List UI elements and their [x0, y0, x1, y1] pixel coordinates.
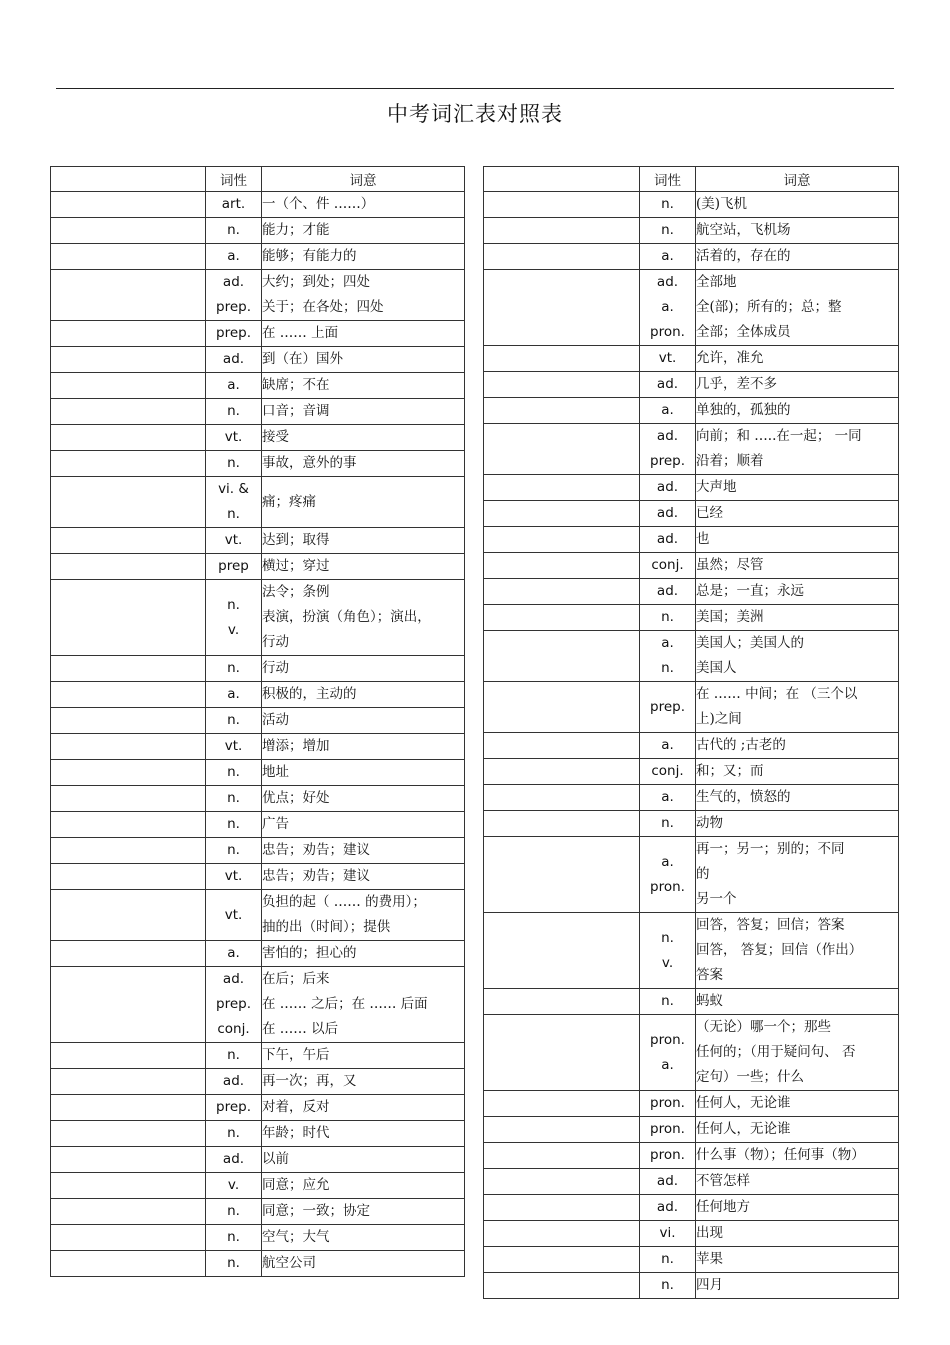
- word-cell: [51, 890, 206, 941]
- table-row: [51, 708, 465, 734]
- meaning-cell: 积极的，主动的: [262, 682, 465, 708]
- pos-cell: a.: [640, 244, 696, 270]
- pos-cell: conj.: [640, 553, 696, 579]
- pos-cell: n.: [640, 605, 696, 631]
- table-row: [484, 527, 899, 553]
- meaning-cell: 和；又；而: [696, 759, 899, 785]
- pos-cell: vt.: [206, 425, 262, 451]
- meaning-cell: 广告: [262, 812, 465, 838]
- meaning-column-header: 词意: [696, 167, 899, 192]
- word-cell: [51, 1173, 206, 1199]
- pos-cell: vt.: [206, 864, 262, 890]
- meaning-cell: 年龄；时代: [262, 1121, 465, 1147]
- meaning-cell: 活着的，存在的: [696, 244, 899, 270]
- meaning-cell: 古代的 ;古老的: [696, 733, 899, 759]
- pos-cell: conj.: [640, 759, 696, 785]
- word-cell: [484, 398, 640, 424]
- pos-cell: n.: [206, 399, 262, 425]
- word-cell: [484, 192, 640, 218]
- word-cell: [51, 477, 206, 528]
- pos-cell: ad. prep. conj.: [206, 967, 262, 1043]
- table-row: [484, 372, 899, 398]
- pos-column-header: 词性: [640, 167, 696, 192]
- table-row: [484, 346, 899, 372]
- word-cell: [484, 372, 640, 398]
- pos-cell: vt.: [640, 346, 696, 372]
- table-row: [51, 1043, 465, 1069]
- meaning-cell: 接受: [262, 425, 465, 451]
- meaning-cell: 大约；到处；四处 关于；在各处；四处: [262, 270, 465, 321]
- meaning-cell: 什么事（物）；任何事（物）: [696, 1143, 899, 1169]
- pos-cell: a.: [640, 733, 696, 759]
- table-row: [51, 218, 465, 244]
- pos-cell: pron.: [640, 1091, 696, 1117]
- word-cell: [484, 1221, 640, 1247]
- word-cell: [484, 913, 640, 989]
- meaning-cell: 能够；有能力的: [262, 244, 465, 270]
- word-cell: [51, 682, 206, 708]
- vocab-table-right: [483, 166, 899, 1299]
- pos-cell: pron. a.: [640, 1015, 696, 1091]
- meaning-cell: 活动: [262, 708, 465, 734]
- pos-cell: ad.: [206, 347, 262, 373]
- table-row: [484, 605, 899, 631]
- word-cell: [51, 786, 206, 812]
- meaning-cell: 航空公司: [262, 1251, 465, 1277]
- table-row: [484, 1015, 899, 1091]
- word-cell: [484, 527, 640, 553]
- pos-cell: vi. & n.: [206, 477, 262, 528]
- meaning-cell: 单独的，孤独的: [696, 398, 899, 424]
- word-cell: [484, 553, 640, 579]
- table-row: [51, 347, 465, 373]
- word-column-header: [484, 167, 640, 192]
- meaning-cell: 下午，午后: [262, 1043, 465, 1069]
- meaning-cell: 在 …… 中间；在 （三个以 上)之间: [696, 682, 899, 733]
- pos-cell: n.: [206, 1043, 262, 1069]
- pos-cell: a.: [640, 398, 696, 424]
- meaning-cell: （无论）哪一个；那些 任何的；（用于疑问句、 否 定句）一些；什么: [696, 1015, 899, 1091]
- meaning-cell: 行动: [262, 656, 465, 682]
- word-cell: [484, 759, 640, 785]
- meaning-cell: 虽然；尽管: [696, 553, 899, 579]
- table-row: [484, 475, 899, 501]
- pos-cell: ad. prep.: [640, 424, 696, 475]
- meaning-cell: 已经: [696, 501, 899, 527]
- pos-cell: n.: [206, 838, 262, 864]
- pos-cell: n.: [640, 1247, 696, 1273]
- meaning-cell: 向前；和 …..在一起； 一同 沿着；顺着: [696, 424, 899, 475]
- table-row: [51, 786, 465, 812]
- meaning-cell: 事故，意外的事: [262, 451, 465, 477]
- table-row: [51, 967, 465, 1043]
- word-cell: [51, 399, 206, 425]
- word-cell: [484, 1015, 640, 1091]
- word-cell: [51, 656, 206, 682]
- word-cell: [484, 1169, 640, 1195]
- pos-cell: n.: [640, 192, 696, 218]
- table-row: [51, 425, 465, 451]
- pos-cell: n. v.: [640, 913, 696, 989]
- table-row: [51, 554, 465, 580]
- word-column-header: [51, 167, 206, 192]
- word-cell: [51, 838, 206, 864]
- word-cell: [484, 244, 640, 270]
- pos-cell: a.: [640, 785, 696, 811]
- meaning-cell: 增添；增加: [262, 734, 465, 760]
- table-row: [51, 192, 465, 218]
- table-row: [484, 837, 899, 913]
- pos-column-header: 词性: [206, 167, 262, 192]
- meaning-cell: 能力；才能: [262, 218, 465, 244]
- meaning-cell: 再一次；再，又: [262, 1069, 465, 1095]
- table-row: [51, 760, 465, 786]
- meaning-cell: 回答，答复；回信；答案 回答， 答复；回信（作出） 答案: [696, 913, 899, 989]
- meaning-cell: 美国人；美国人的 美国人: [696, 631, 899, 682]
- table-row: [484, 785, 899, 811]
- table-row: [484, 733, 899, 759]
- pos-cell: prep.: [206, 321, 262, 347]
- table-row: [51, 890, 465, 941]
- table-row: [484, 811, 899, 837]
- pos-cell: ad.: [640, 1195, 696, 1221]
- meaning-cell: 口音；音调: [262, 399, 465, 425]
- word-cell: [484, 424, 640, 475]
- meaning-cell: 再一；另一；别的；不同 的 另一个: [696, 837, 899, 913]
- table-row: [51, 451, 465, 477]
- word-cell: [51, 760, 206, 786]
- word-cell: [484, 1273, 640, 1299]
- word-cell: [51, 1069, 206, 1095]
- meaning-cell: 在后；后来 在 …… 之后；在 …… 后面 在 …… 以后: [262, 967, 465, 1043]
- word-cell: [484, 270, 640, 346]
- pos-cell: n.: [640, 218, 696, 244]
- table-row: [484, 1169, 899, 1195]
- word-cell: [484, 501, 640, 527]
- meaning-cell: 也: [696, 527, 899, 553]
- table-row: [484, 1091, 899, 1117]
- table-row: [484, 553, 899, 579]
- word-cell: [51, 864, 206, 890]
- pos-cell: prep: [206, 554, 262, 580]
- table-row: [51, 477, 465, 528]
- meaning-cell: 苹果: [696, 1247, 899, 1273]
- table-row: [484, 1221, 899, 1247]
- word-cell: [51, 451, 206, 477]
- vocab-table-left: [50, 166, 465, 1277]
- table-row: [51, 1147, 465, 1173]
- meaning-cell: 空气；大气: [262, 1225, 465, 1251]
- table-header-row: [51, 167, 465, 192]
- word-cell: [484, 1091, 640, 1117]
- word-cell: [484, 785, 640, 811]
- word-cell: [51, 270, 206, 321]
- pos-cell: ad.: [640, 372, 696, 398]
- word-cell: [51, 1251, 206, 1277]
- word-cell: [51, 1121, 206, 1147]
- meaning-cell: 达到；取得: [262, 528, 465, 554]
- meaning-cell: 总是；一直；永远: [696, 579, 899, 605]
- pos-cell: a.: [206, 373, 262, 399]
- table-row: [51, 1095, 465, 1121]
- table-header-row: [484, 167, 899, 192]
- table-row: [484, 913, 899, 989]
- word-cell: [51, 218, 206, 244]
- table-row: [51, 244, 465, 270]
- pos-cell: ad.: [640, 1169, 696, 1195]
- pos-cell: n.: [640, 1273, 696, 1299]
- table-row: [51, 864, 465, 890]
- pos-cell: vt.: [206, 734, 262, 760]
- meaning-cell: 害怕的；担心的: [262, 941, 465, 967]
- pos-cell: n.: [640, 989, 696, 1015]
- meaning-cell: 地址: [262, 760, 465, 786]
- table-row: [51, 1199, 465, 1225]
- table-row: [484, 579, 899, 605]
- word-cell: [484, 733, 640, 759]
- meaning-column-header: 词意: [262, 167, 465, 192]
- pos-cell: n.: [206, 708, 262, 734]
- meaning-cell: 同意；应允: [262, 1173, 465, 1199]
- meaning-cell: 美国；美洲: [696, 605, 899, 631]
- meaning-cell: 痛；疼痛: [262, 477, 465, 528]
- word-cell: [51, 373, 206, 399]
- meaning-cell: 对着，反对: [262, 1095, 465, 1121]
- word-cell: [484, 1117, 640, 1143]
- pos-cell: ad. a. pron.: [640, 270, 696, 346]
- word-cell: [51, 708, 206, 734]
- table-row: [51, 1173, 465, 1199]
- pos-cell: a. n.: [640, 631, 696, 682]
- table-row: [484, 682, 899, 733]
- pos-cell: n. v.: [206, 580, 262, 656]
- table-row: [51, 399, 465, 425]
- meaning-cell: 出现: [696, 1221, 899, 1247]
- word-cell: [484, 1247, 640, 1273]
- pos-cell: ad.: [640, 501, 696, 527]
- word-cell: [51, 244, 206, 270]
- pos-cell: vt.: [206, 528, 262, 554]
- pos-cell: n.: [206, 1121, 262, 1147]
- table-row: [484, 192, 899, 218]
- word-cell: [484, 579, 640, 605]
- table-row: [484, 270, 899, 346]
- pos-cell: n.: [206, 1199, 262, 1225]
- meaning-cell: 任何地方: [696, 1195, 899, 1221]
- word-cell: [484, 682, 640, 733]
- meaning-cell: 动物: [696, 811, 899, 837]
- pos-cell: pron.: [640, 1117, 696, 1143]
- word-cell: [51, 1199, 206, 1225]
- word-cell: [51, 734, 206, 760]
- word-cell: [51, 967, 206, 1043]
- meaning-cell: 大声地: [696, 475, 899, 501]
- table-row: [484, 424, 899, 475]
- table-row: [51, 373, 465, 399]
- table-row: [51, 656, 465, 682]
- pos-cell: prep.: [640, 682, 696, 733]
- table-row: [484, 501, 899, 527]
- word-cell: [484, 631, 640, 682]
- pos-cell: a. pron.: [640, 837, 696, 913]
- word-cell: [484, 218, 640, 244]
- word-cell: [51, 1147, 206, 1173]
- table-row: [51, 580, 465, 656]
- pos-cell: a.: [206, 682, 262, 708]
- meaning-cell: 优点；好处: [262, 786, 465, 812]
- meaning-cell: 忠告；劝告；建议: [262, 838, 465, 864]
- meaning-cell: 几乎，差不多: [696, 372, 899, 398]
- table-row: [484, 1143, 899, 1169]
- word-cell: [484, 811, 640, 837]
- pos-cell: a.: [206, 244, 262, 270]
- pos-cell: ad.: [640, 579, 696, 605]
- table-row: [51, 1251, 465, 1277]
- word-cell: [51, 347, 206, 373]
- pos-cell: pron.: [640, 1143, 696, 1169]
- pos-cell: ad.: [206, 1147, 262, 1173]
- page-title: 中考词汇表对照表: [387, 102, 563, 126]
- table-row: [51, 1069, 465, 1095]
- meaning-cell: 横过；穿过: [262, 554, 465, 580]
- table-row: [484, 631, 899, 682]
- pos-cell: n.: [206, 786, 262, 812]
- meaning-cell: 到（在）国外: [262, 347, 465, 373]
- table-row: [51, 812, 465, 838]
- meaning-cell: 航空站，飞机场: [696, 218, 899, 244]
- table-body: [51, 192, 465, 1277]
- pos-cell: vt.: [206, 890, 262, 941]
- meaning-cell: 缺席；不在: [262, 373, 465, 399]
- pos-cell: vi.: [640, 1221, 696, 1247]
- word-cell: [51, 812, 206, 838]
- word-cell: [51, 321, 206, 347]
- pos-cell: ad. prep.: [206, 270, 262, 321]
- meaning-cell: 同意；一致；协定: [262, 1199, 465, 1225]
- table-row: [484, 218, 899, 244]
- pos-cell: art.: [206, 192, 262, 218]
- pos-cell: v.: [206, 1173, 262, 1199]
- table-row: [51, 734, 465, 760]
- table-row: [51, 941, 465, 967]
- pos-cell: n.: [206, 812, 262, 838]
- table-row: [51, 528, 465, 554]
- table-row: [51, 1225, 465, 1251]
- meaning-cell: 四月: [696, 1273, 899, 1299]
- meaning-cell: 以前: [262, 1147, 465, 1173]
- word-cell: [51, 1095, 206, 1121]
- word-cell: [484, 346, 640, 372]
- table-row: [51, 838, 465, 864]
- meaning-cell: 任何人，无论谁: [696, 1091, 899, 1117]
- meaning-cell: 在 …… 上面: [262, 321, 465, 347]
- meaning-cell: 蚂蚁: [696, 989, 899, 1015]
- table-row: [484, 244, 899, 270]
- table-row: [51, 270, 465, 321]
- word-cell: [484, 1195, 640, 1221]
- table-row: [484, 1117, 899, 1143]
- pos-cell: n.: [206, 1251, 262, 1277]
- word-cell: [51, 1225, 206, 1251]
- pos-cell: n.: [206, 451, 262, 477]
- table-row: [484, 989, 899, 1015]
- meaning-cell: 忠告；劝告；建议: [262, 864, 465, 890]
- word-cell: [51, 941, 206, 967]
- table-row: [51, 1121, 465, 1147]
- pos-cell: ad.: [640, 527, 696, 553]
- word-cell: [484, 1143, 640, 1169]
- pos-cell: n.: [640, 811, 696, 837]
- table-row: [51, 321, 465, 347]
- word-cell: [484, 837, 640, 913]
- meaning-cell: 负担的起（ …… 的费用）； 抽的出（时间）；提供: [262, 890, 465, 941]
- pos-cell: n.: [206, 656, 262, 682]
- pos-cell: n.: [206, 218, 262, 244]
- pos-cell: n.: [206, 1225, 262, 1251]
- word-cell: [484, 475, 640, 501]
- word-cell: [51, 1043, 206, 1069]
- word-cell: [484, 989, 640, 1015]
- meaning-cell: 任何人，无论谁: [696, 1117, 899, 1143]
- table-row: [484, 1195, 899, 1221]
- word-cell: [51, 528, 206, 554]
- table-row: [51, 682, 465, 708]
- table-body: [484, 192, 899, 1299]
- word-cell: [51, 580, 206, 656]
- pos-cell: prep.: [206, 1095, 262, 1121]
- table-row: [484, 398, 899, 424]
- word-cell: [51, 192, 206, 218]
- table-row: [484, 759, 899, 785]
- pos-cell: ad.: [206, 1069, 262, 1095]
- table-row: [484, 1247, 899, 1273]
- word-cell: [484, 605, 640, 631]
- meaning-cell: 允许，准允: [696, 346, 899, 372]
- table-row: [484, 1273, 899, 1299]
- meaning-cell: (美)飞机: [696, 192, 899, 218]
- meaning-cell: 生气的，愤怒的: [696, 785, 899, 811]
- pos-cell: a.: [206, 941, 262, 967]
- pos-cell: ad.: [640, 475, 696, 501]
- meaning-cell: 不管怎样: [696, 1169, 899, 1195]
- meaning-cell: 全部地 全(部)；所有的；总；整 全部；全体成员: [696, 270, 899, 346]
- word-cell: [51, 554, 206, 580]
- meaning-cell: 一（个、件 ……）: [262, 192, 465, 218]
- pos-cell: n.: [206, 760, 262, 786]
- meaning-cell: 法令；条例 表演，扮演（角色）；演出， 行动: [262, 580, 465, 656]
- word-cell: [51, 425, 206, 451]
- top-rule: [56, 88, 894, 89]
